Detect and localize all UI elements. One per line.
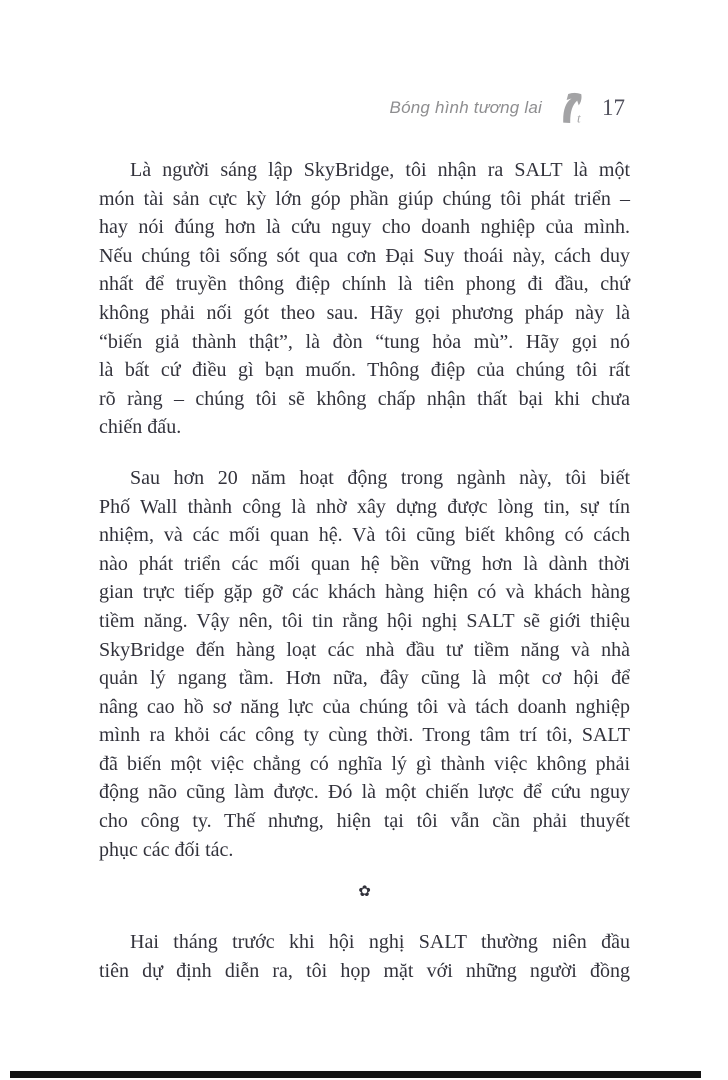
paragraph-1: [99, 156, 630, 442]
text-line: mình ra khỏi các công ty cùng thời. Trong tâm trí tôi, SALT: [99, 724, 630, 747]
text-line: Nếu chúng tôi sống sót qua cơn Đại Suy thoái này, cách duy: [99, 244, 630, 267]
text-line: là bất cứ điều gì bạn muốn. Thông điệp của chúng tôi rất: [99, 359, 630, 382]
text-line: hay nói đúng hơn là cứu nguy cho doanh nghiệp của mình.: [99, 216, 630, 239]
running-title: Bóng hình tương lai: [389, 98, 542, 117]
text-line: Sau hơn 20 năm hoạt động trong ngành này, tôi biết: [130, 466, 630, 489]
text-line: quản lý ngang tầm. Hơn nữa, đây cũng là một cơ hội để: [99, 667, 630, 690]
text-line: tiềm năng. Vậy nên, tôi tin rằng hội nghị SALT sẽ giới thiệu: [99, 609, 630, 632]
text-line: phục các đối tác.: [99, 838, 234, 861]
text-line: cho công ty. Thế nhưng, hiện tại tôi vẫn cần phải thuyết: [99, 810, 630, 833]
text-line: Phố Wall thành công là nhờ xây dựng được lòng tin, sự tín: [99, 495, 630, 518]
text-line: tiên dự định diễn ra, tôi họp mặt với những người đồng: [99, 959, 630, 982]
text-line: SkyBridge đến hàng loạt các nhà đầu tư tiềm năng và nhà: [99, 638, 630, 661]
text-line: rõ ràng – chúng tôi sẽ không chấp nhận thất bại khi chưa: [99, 387, 630, 410]
text-line: nhất để truyền thông điệp chính là tiên phong đi đầu, chứ: [99, 273, 630, 296]
page-header: [0, 92, 632, 124]
page-body: [99, 156, 630, 985]
text-line: không phải nối gót theo sau. Hãy gọi phương pháp này là: [99, 301, 630, 324]
text-line: nào phát triển các mối quan hệ bền vững hơn là dành thời: [99, 552, 630, 575]
text-line: động não cũng làm được. Đó là một chiến lược để cứu nguy: [99, 781, 630, 804]
paragraph-3: [99, 928, 630, 985]
text-line: chiến đấu.: [99, 416, 182, 439]
text-line: Là người sáng lập SkyBridge, tôi nhận ra SALT là một: [130, 159, 630, 181]
text-line: Hai tháng trước khi hội nghị SALT thường niên đầu: [130, 931, 630, 954]
flower-ornament-icon: ✿: [358, 881, 371, 900]
footer-bar: [10, 1071, 701, 1078]
svg-text:t: t: [577, 110, 581, 124]
text-line: đã biến một việc chẳng có nghĩa lý gì thành việc không phải: [99, 752, 630, 775]
text-line: gian trực tiếp gặp gỡ các khách hàng hiện có và khách hàng: [99, 581, 630, 604]
text-line: “biến giả thành thật”, là đòn “tung hỏa mù”. Hãy gọi nó: [99, 330, 630, 353]
page-number: 17: [602, 95, 625, 120]
text-line: nâng cao hồ sơ năng lực của chúng tôi và tách doanh nghiệp: [99, 695, 630, 718]
text-line: nhiệm, và các mối quan hệ. Và tôi cũng biết không có cách: [99, 524, 630, 547]
paragraph-2: [99, 464, 630, 864]
section-separator: [99, 870, 630, 912]
text-line: món tài sản cực kỳ lớn góp phần giúp chúng tôi phát triển –: [99, 187, 630, 210]
arrow-up-logo-icon: [554, 92, 590, 124]
